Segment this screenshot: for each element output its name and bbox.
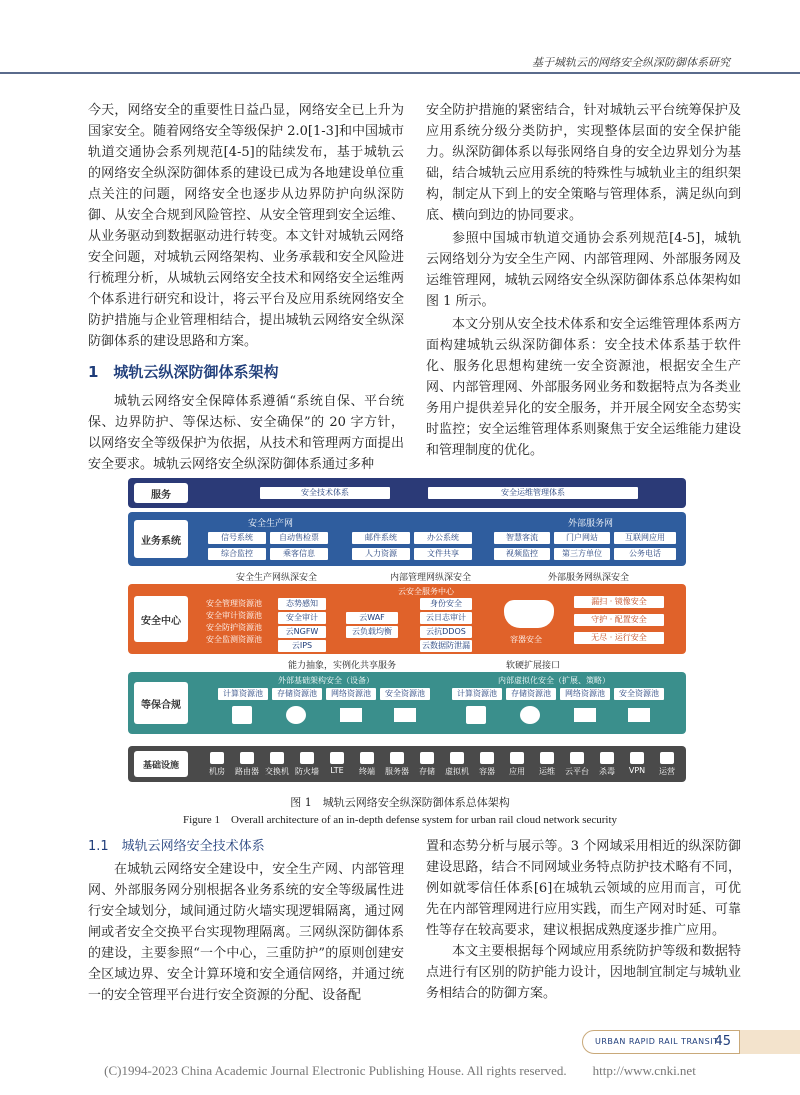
container-whale-icon	[504, 600, 554, 628]
system-box: 办公系统	[414, 532, 472, 544]
compliance-header: 外部基础架构安全（设备）	[278, 676, 374, 685]
figure-caption-cn: 图 1 城轨云网络安全纵深防御体系总体架构	[290, 796, 510, 809]
compliance-header: 内部虚拟化安全（扩展、策略）	[498, 676, 610, 685]
service-box: 安全运维管理体系	[428, 487, 638, 499]
business-tag: 业务系统	[134, 520, 188, 558]
app-icon	[510, 752, 524, 764]
resource-box: 存储资源池	[506, 688, 556, 700]
infra-item: 交换机	[262, 752, 292, 777]
compliance-band	[128, 672, 686, 734]
pool-box: 云负载均衡	[346, 626, 398, 638]
service-band	[128, 478, 686, 508]
journal-name: URBAN RAPID RAIL TRANSIT	[595, 1037, 719, 1046]
paragraph: 安全防护措施的紧密结合，针对城轨云平台统筹保护及应用系统分级分类防护，实现整体层面的安全保护能力。纵深防御体系以每张网络自身的安全边界划分为基础，结合城轨云应用系统的特殊性与城轨业主的组织架构，制定从下到上的安全策略与管理体系，满足纵向到底、横向到边的协同要求。	[426, 103, 741, 223]
system-box: 文件共享	[414, 548, 472, 560]
system-box: 视频监控	[494, 548, 550, 560]
pool-box: 云WAF	[346, 612, 398, 624]
service-tag: 服务	[134, 483, 188, 503]
paragraph: 今天，网络安全的重要性日益凸显，网络安全已上升为国家安全。随着网络安全等级保护 2.0[1-3]和中国城市轨道交通协会系列规范[4-5]的陆续发布，基于城轨云的网络安全纵深防御体系的建设已成为各地建设单位重点关注的问题，网络安全也逐步从边界防护向纵深防御、从安全合规到风险管控、从安全管理到安全运维、从业务驱动到数据驱动进行转变。本文针对城轨云网络安全问题，对城轨云网络架构、业务承载和安全风险进行梳理分析，从城轨云网络安全技术和网络安全运维两个体系进行研究和设计，将云平台及应用系统网络安全防护措施与企业管理相结合，提出城轨云网络安全纵深防御体系的建设思路和方案。	[88, 103, 404, 349]
container-box: 无尽 · 运行安全	[574, 632, 664, 644]
storage-icon	[420, 752, 434, 764]
cloud-icon	[570, 752, 584, 764]
switch-icon	[270, 752, 284, 764]
paragraph: 本文分别从安全技术体系和安全运维管理体系两方面构建城轨云纵深防御体系：安全技术体系基于软件化、服务化思想构建统一安全资源池，根据安全生产网、内部管理网、外部服务网业务和数据特点为各类业务用户提供差异化的安全服务，并开展全网安全态势实时监控；安全运维管理体系则聚焦于安全运维能力建设和管理制度的优化。	[426, 317, 741, 458]
pool-box: 云IPS	[278, 640, 326, 652]
system-box: 自动售检票	[270, 532, 328, 544]
infrastructure-band	[128, 746, 686, 782]
running-title: 基于城轨云的网络安全纵深防御体系研究	[532, 56, 730, 69]
security-band	[128, 584, 686, 654]
system-box: 乘客信息	[270, 548, 328, 560]
antivirus-icon	[600, 752, 614, 764]
paragraph: 参照中国城市轨道交通协会系列规范[4-5]，城轨云网络划分为安全生产网、内部管理网、外部服务网及运维管理网，城轨云网络安全纵深防御体系总体架构如图 1 所示。	[426, 231, 741, 309]
infra-item: 应用	[502, 752, 532, 777]
security-tag: 安全中心	[134, 596, 188, 642]
copyright-footer: (C)1994-2023 China Academic Journal Electronic Publishing House. All rights reserved. http://www.cnki.net	[104, 1063, 696, 1078]
infra-item: 容器	[472, 752, 502, 777]
pool-label: 安全管理资源池	[206, 599, 262, 608]
infra-item: LTE	[322, 752, 352, 775]
vm-icon	[450, 752, 464, 764]
pool-box: 身份安全	[420, 598, 472, 610]
journal-tab	[582, 1030, 740, 1054]
subsection-heading: 1.1 城轨云网络安全技术体系	[88, 839, 265, 854]
zone-header: 外部服务网	[568, 519, 614, 529]
server-icon	[390, 752, 404, 764]
pool-box: 态势感知	[278, 598, 326, 610]
service-box: 安全技术体系	[260, 487, 390, 499]
infra-item: 运维	[532, 752, 562, 777]
paragraph: 本文主要根据每个网域应用系统防护等级和数据特点进行有区别的防护能力设计，因地制宜制定与城轨业务相结合的防御方案。	[426, 944, 741, 1001]
cloud-center-label: 云安全服务中心	[398, 587, 454, 596]
system-box: 互联网应用	[614, 532, 676, 544]
left-column	[88, 100, 404, 477]
ops-icon	[540, 752, 554, 764]
page-number: 45	[714, 1034, 731, 1049]
compliance-tag: 等保合规	[134, 682, 188, 724]
server-icon	[232, 706, 252, 724]
storage-icon	[520, 706, 540, 724]
firewall-icon	[394, 708, 416, 722]
infra-item: 机房	[202, 752, 232, 777]
pool-box: 云数据防泄漏	[422, 641, 470, 650]
vpn-icon	[630, 752, 644, 764]
pool-box: 云NGFW	[278, 626, 326, 638]
system-box: 第三方单位	[554, 548, 610, 560]
pool-label: 安全监测资源池	[206, 635, 262, 644]
pool-label: 安全审计资源池	[206, 611, 262, 620]
business-band	[128, 512, 686, 566]
system-box: 门户网站	[554, 532, 610, 544]
operation-icon	[660, 752, 674, 764]
system-box: 人力资源	[352, 548, 410, 560]
server-icon	[466, 706, 486, 724]
storage-icon	[286, 706, 306, 724]
container-icon	[480, 752, 494, 764]
infra-item: 虚拟机	[442, 752, 472, 777]
paragraph: 城轨云网络安全保障体系遵循“系统自保、平台统保、边界防护、等保达标、安全确保”的 20 字方针，以网络安全等级保护为依据，从技术和管理两方面提出安全要求。城轨云网络安全纵深防御体系通过多种	[88, 394, 404, 472]
infrastructure-tag: 基础设施	[134, 751, 188, 777]
interface-label: 能力抽象，实例化共享服务	[288, 661, 397, 671]
container-label: 容器安全	[510, 635, 542, 644]
terminal-icon	[360, 752, 374, 764]
system-box: 智慧客流	[494, 532, 550, 544]
resource-box: 计算资源池	[452, 688, 502, 700]
resource-box: 计算资源池	[218, 688, 268, 700]
infra-item: 服务器	[382, 752, 412, 777]
figure-caption-en: Figure 1 Overall architecture of an in-depth defense system for urban rail cloud network security	[182, 814, 618, 826]
zone-header: 安全生产网	[248, 519, 294, 529]
interface-label: 软硬扩展接口	[506, 661, 561, 671]
system-box: 综合监控	[208, 548, 266, 560]
infra-item: 终端	[352, 752, 382, 777]
resource-box: 网络资源池	[326, 688, 376, 700]
lower-left-column	[88, 836, 404, 1006]
firewall-icon	[628, 708, 650, 722]
system-box: 邮件系统	[352, 532, 410, 544]
system-box: 公务电话	[614, 548, 676, 560]
container-box: 漏扫 · 镜像安全	[574, 596, 664, 608]
lower-right-column	[426, 836, 741, 1004]
network-icon	[340, 708, 362, 722]
pool-box: 云日志审计	[420, 612, 472, 624]
section-heading: 1 城轨云纵深防御体系架构	[88, 363, 279, 381]
container-box: 守护 · 配置安全	[574, 614, 664, 626]
right-column	[426, 100, 741, 463]
paragraph: 置和态势分析与展示等。3 个网域采用相近的纵深防御建设思路，结合不同网域业务特点防护技术略有不同，例如就零信任体系[6]在城轨云领域的应用而言，可优先在内部管理网进行应用实践，而生产网对时延、可靠性等存在较高要求，建议根据成熟度逐步推广应用。	[426, 839, 741, 938]
zone-label: 安全生产网纵深安全	[236, 573, 318, 583]
pool-box: 安全审计	[278, 612, 326, 624]
system-box: 信号系统	[208, 532, 266, 544]
infra-item: VPN	[622, 752, 652, 775]
infra-item: 路由器	[232, 752, 262, 777]
resource-box: 存储资源池	[272, 688, 322, 700]
infra-item: 运营	[652, 752, 682, 777]
infra-item: 防火墙	[292, 752, 322, 777]
pool-box: 云抗DDOS	[420, 626, 472, 638]
resource-box: 安全资源池	[614, 688, 664, 700]
architecture-figure	[128, 478, 686, 784]
infra-item: 杀毒	[592, 752, 622, 777]
infra-item: 存储	[412, 752, 442, 777]
room-icon	[210, 752, 224, 764]
zone-label: 内部管理网纵深安全	[390, 573, 472, 583]
tab-decoration	[730, 1030, 800, 1054]
resource-box: 网络资源池	[560, 688, 610, 700]
pool-label: 安全防护资源池	[206, 623, 262, 632]
router-icon	[240, 752, 254, 764]
running-header	[0, 44, 800, 74]
header-rule	[0, 72, 800, 74]
firewall-icon	[300, 752, 314, 764]
paragraph: 在城轨云网络安全建设中，安全生产网、内部管理网、外部服务网分别根据各业务系统的安全等级属性进行安全域划分，域间通过防火墙实现逻辑隔离，通过网闸或者安全交换平台实现物理隔离。三网纵深防御体系的建设，主要参照“一个中心，三重防护”的原则创建安全区域边界、安全计算环境和安全通信网络，并通过统一的安全管理平台进行安全资源的分配、设备配	[88, 862, 404, 1003]
infra-item: 云平台	[562, 752, 592, 777]
resource-box: 安全资源池	[380, 688, 430, 700]
lte-icon	[330, 752, 344, 764]
zone-label: 外部服务网纵深安全	[548, 573, 630, 583]
network-icon	[574, 708, 596, 722]
